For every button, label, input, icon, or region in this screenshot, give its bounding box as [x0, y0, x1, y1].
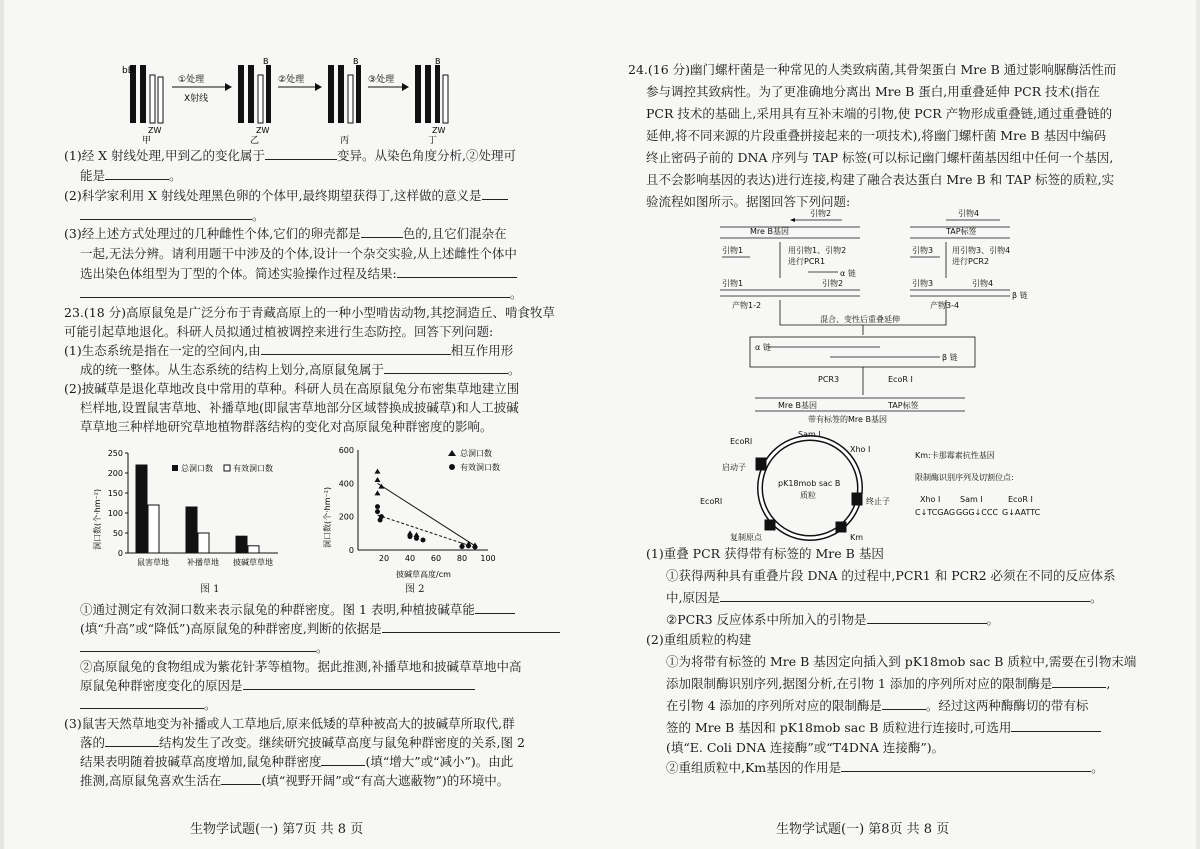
q22-1c: 能是 。	[80, 168, 182, 183]
chromosome-figure	[110, 55, 470, 145]
legend-valid: 有效洞口数	[233, 464, 273, 473]
ori-segment	[765, 520, 775, 530]
fig1-ytick-label: 150	[107, 489, 123, 498]
site-ecori-left: EcoRⅠ	[700, 497, 723, 506]
terminator-segment	[852, 493, 862, 505]
site-sam: Sam Ⅰ	[798, 430, 821, 439]
fig2-xtick-label: 40	[404, 554, 416, 563]
label-jia: 甲	[142, 136, 152, 145]
label-ori: 复制原点	[730, 533, 762, 542]
promoter-segment	[756, 458, 766, 470]
q23-3f: 推测,高原鼠兔喜欢生活在 (填“视野开阔”或“有高大遮蔽物”)的环境中。	[80, 773, 510, 788]
fig2-point-total	[375, 490, 381, 495]
km-segment	[836, 522, 846, 532]
arrow3-label: ③处理	[368, 75, 395, 85]
legend-total-swatch	[172, 465, 178, 471]
q23-1: (1)生态系统是指在一定的空间内,由 相互作用形	[64, 343, 514, 358]
arrow2-label: ②处理	[278, 75, 305, 85]
flow-mreb2: Mre B基因	[778, 401, 817, 410]
label-ZW-jia: ZW	[148, 126, 162, 135]
fig1-category-label: 披碱草草地	[233, 558, 273, 567]
flow-pcr2-a: 用引物3、引物4	[952, 246, 1011, 255]
flow-tap: TAP标签	[946, 227, 977, 236]
fig2-xtick-label: 80	[456, 554, 468, 563]
fig2-ytick-label: 600	[338, 446, 354, 455]
fig1-bar-total	[136, 465, 147, 553]
q23-head: 23.(18 分)高原鼠兔是广泛分布于青藏高原上的一种小型啃齿动物,其挖洞造丘、啃食牧草	[64, 305, 555, 320]
flow-prod34: 产物3-4	[930, 301, 960, 310]
q24-2-1b: 添加限制酶识别序列,据图分析,在引物 1 添加的序列所对应的限制酶是 ,	[666, 676, 1111, 691]
flow-primer2: 引物2	[810, 209, 832, 218]
q22-3-blank: 。	[80, 284, 523, 304]
fig2-ylabel: 洞口数(个·hm⁻²)	[323, 486, 332, 548]
q23-2-1-blank: 。	[80, 638, 329, 658]
q24-2-1f: (填“E. Coli DNA 连接酶”或“T4DNA 连接酶”)。	[666, 740, 945, 755]
fig1-bar-total	[236, 536, 247, 553]
label-bing: 丙	[340, 136, 350, 145]
label-ZW-yi: ZW	[256, 126, 270, 135]
overlap-pcr-flow-diagram	[710, 200, 1060, 425]
label-ding: 丁	[428, 136, 438, 145]
plasmid-name: pK18mob sac B	[778, 479, 841, 488]
legend2-total: 总洞口数	[460, 449, 492, 458]
flow-pcr1-a: 用引物1、引物2	[788, 246, 847, 255]
chromosome-bing	[328, 65, 361, 123]
q22-3c: 一起,无法分辨。请利用题干中涉及的个体,设计一个杂交实验,从上述雌性个体中	[80, 246, 517, 261]
fig2-legend	[448, 448, 500, 472]
enzyme-sam: Sam Ⅰ	[960, 495, 983, 504]
q22-2-blank: 。	[80, 206, 265, 226]
label-yi: 乙	[250, 136, 260, 145]
q24-line2: 参与调控其致病性。为了更准确地分离出 Mre B 蛋白,用重叠延伸 PCR 技术(指在	[646, 84, 1100, 99]
fig1-category-label: 补播草地	[187, 558, 219, 567]
chromosome-yi	[238, 65, 271, 123]
q24-line5: 终止密码子前的 DNA 序列与 TAP 标签(可以标记幽门螺杆菌基因组中任何一个基因,	[646, 150, 1114, 165]
right-page	[600, 0, 1200, 849]
left-footer: 生物学试题(一) 第7页 共 8 页	[190, 822, 364, 837]
label-promoter: 启动子	[722, 463, 746, 472]
legend-sites: 限制酶识别序列及切割位点:	[915, 473, 1014, 482]
q23-2-1a: ①通过测定有效洞口数来表示鼠兔的种群密度。图 1 表明,种植披碱草能	[80, 600, 515, 620]
q23-1c: 成的统一整体。从生态系统的结构上划分,高原鼠兔属于 。	[80, 362, 521, 377]
q23-3d: 结果表明随着披碱草高度增加,鼠兔种群密度 (填“增大”或“减小”)。由此	[80, 754, 514, 769]
arrow1-label: ①处理	[178, 75, 205, 85]
flow-primer1-b: 引物1	[722, 279, 744, 288]
chromosome-ding	[415, 65, 448, 123]
fig1-ylabel: 洞口数(个·hm⁻²)	[93, 488, 102, 550]
fig2-ytick-label: 200	[338, 512, 354, 522]
legend-valid-dot	[449, 464, 455, 470]
fig1-ytick-label: 50	[112, 529, 123, 538]
flow-mreb: Mre B基因	[750, 227, 789, 236]
fig1-ytick-label: 0	[117, 549, 123, 558]
legend-total: 总洞口数	[181, 464, 213, 473]
label-terminator: 终止子	[866, 497, 890, 506]
site-ecori-top: EcoRⅠ	[730, 437, 753, 446]
q24-2: (2)重组质粒的构建	[646, 632, 752, 647]
flow-ecori: EcoR Ⅰ	[888, 375, 913, 384]
fig1-caption: 图 1	[200, 584, 220, 595]
flow-beta: β 链	[1012, 291, 1028, 300]
q23-3b: 落的 结构发生了改变。继续研究披碱草高度与鼠兔种群密度的关系,图 2	[80, 735, 525, 750]
label-B-yi: B	[263, 57, 269, 66]
q24-2-2: ②重组质粒中,Km基因的作用是 。	[666, 760, 1104, 775]
q24-2-1e: 签的 Mre B 基因和 pK18mob sac B 质粒进行连接时,可选用	[666, 718, 1101, 738]
label-B-ding: B	[435, 57, 441, 66]
fig1-ytick-label: 250	[107, 449, 123, 458]
legend-valid-swatch	[224, 465, 230, 471]
q24-line6: 且不会影响基因的表达)进行连接,构建了融合表达蛋白 Mre B 和 TAP 标签的质粒,实	[646, 172, 1115, 187]
fig2-point-valid	[408, 534, 413, 539]
q24-line4: 延伸,将不同来源的片段重叠拼接起来的一项技术),将幽门螺杆菌 Mre B 基因中编码	[646, 128, 1107, 143]
chromosome-jia	[130, 65, 163, 123]
q24-1-2: ②PCR3 反应体系中所加入的引物是 。	[666, 612, 1000, 627]
fig2-xtick-label: 20	[378, 554, 390, 563]
flow-tagged: 带有标签的Mre B基因	[808, 415, 887, 424]
legend-km: Km:卡那霉素抗性基因	[915, 451, 995, 460]
fig2-caption: 图 2	[405, 584, 425, 595]
q22-2: (2)科学家利用 X 射线处理黑色卵的个体甲,最终期望获得丁,这样做的意义是	[64, 186, 508, 206]
flow-pcr3: PCR3	[818, 375, 840, 384]
flow-primer4: 引物4	[958, 209, 980, 218]
fig1-bar-valid	[198, 533, 209, 553]
flow-beta-2: β 链	[942, 353, 958, 362]
q22-3: (3)经上述方式处理过的几种雌性个体,它们的卵壳都是 色的,且它们混杂在	[64, 226, 507, 241]
q24-line7: 验流程如图所示。据图回答下列问题:	[646, 194, 851, 209]
seq-ecori: G↓AATTC	[1002, 508, 1041, 517]
fig2-ytick-label: 400	[338, 479, 354, 489]
q23-2a: (2)披碱草是退化草地改良中常用的草种。科研人员在高原鼠兔分布密集草地建立围	[64, 381, 520, 396]
enzyme-xho: Xho Ⅰ	[920, 495, 941, 504]
label-km: Km	[850, 533, 864, 542]
figure2-scatter-chart	[318, 440, 518, 580]
flow-prod12: 产物1-2	[732, 301, 762, 310]
plasmid-diagram	[700, 428, 1130, 543]
fig2-point-total	[375, 469, 381, 474]
q23-2-1b: (填“升高”或“降低”)高原鼠兔的种群密度,判断的依据是	[80, 619, 560, 639]
q24-2-1a: ①为将带有标签的 Mre B 基因定向插入到 pK18mob sac B 质粒中,需要在引物末端	[666, 654, 1137, 669]
fig2-point-valid	[378, 518, 383, 523]
fig2-point-valid	[421, 538, 426, 543]
q23-2-2b: 原鼠兔种群密度变化的原因是	[80, 676, 475, 696]
flow-primer2-b: 引物2	[822, 279, 844, 288]
right-footer: 生物学试题(一) 第8页 共 8 页	[776, 822, 950, 837]
flow-pcr1-b: 进行PCR1	[788, 257, 826, 266]
fig1-legend	[172, 463, 273, 473]
flow-primer3-b: 引物3	[912, 279, 934, 288]
fig2-xtick-label: 60	[430, 554, 442, 563]
flow-alpha: α 链	[840, 269, 856, 278]
label-B-bing: B	[353, 57, 359, 66]
flow-alpha-2: α 链	[755, 343, 771, 352]
q24-line3: PCR 技术的基础上,采用具有互补末端的引物,使 PCR 产物形成重叠链,通过重叠链的	[646, 106, 1113, 121]
q23-line2: 可能引起草地退化。科研人员拟通过植被调控来进行生态防控。回答下列问题:	[64, 324, 494, 339]
q24-1-1b: 中,原因是 。	[666, 590, 1103, 605]
fig2-xtick-label: 100	[480, 554, 496, 563]
fig2-xlabel: 披碱草高度/cm	[396, 570, 451, 579]
fig1-bar-total	[186, 507, 197, 553]
q23-2c: 草草地三种样地研究草地植物群落结构的变化对高原鼠兔种群密度的影响。	[80, 419, 493, 434]
flow-tap2: TAP标签	[888, 401, 919, 410]
q23-2-2-blank: 。	[80, 695, 217, 715]
fig1-bar-valid	[248, 546, 259, 553]
legend-total-triangle	[448, 450, 456, 456]
seq-xho: C↓TCGAG	[915, 508, 956, 517]
label-ZW-ding: ZW	[432, 126, 446, 135]
fig2-point-valid	[375, 504, 380, 509]
q24-1-1a: ①获得两种具有重叠片段 DNA 的过程中,PCR1 和 PCR2 必须在不同的反应体系	[666, 568, 1116, 583]
fig1-ytick-label: 100	[107, 509, 123, 518]
fig2-trend-total	[378, 483, 476, 545]
q23-3a: (3)鼠害天然草地变为补播或人工草地后,原来低矮的草种被高大的披碱草所取代,群	[64, 716, 515, 731]
fig1-category-label: 鼠害草地	[137, 558, 169, 567]
enzyme-ecori: EcoR Ⅰ	[1008, 495, 1033, 504]
fig1-bar-valid	[148, 505, 159, 553]
fig2-point-valid	[414, 536, 419, 541]
q23-2b: 栏样地,设置鼠害草地、补播草地(即鼠害草地部分区域替换成披碱草)和人工披碱	[80, 400, 519, 415]
q22-1: (1)经 X 射线处理,甲到乙的变化属于 变异。从染色角度分析,②处理可	[64, 148, 517, 163]
plasmid-name2: 质粒	[800, 491, 816, 500]
q24-line1: 24.(16 分)幽门螺杆菌是一种常见的人类致病菌,其骨架蛋白 Mre B 通过影响脲酶活性而	[628, 62, 1117, 77]
fig2-ytick-label: 0	[348, 546, 354, 555]
q23-2-2a: ②高原鼠兔的食物组成为紫花针茅等植物。据此推测,补播草地和披碱草草地中高	[80, 659, 522, 674]
arrow1-sub: X射线	[184, 94, 209, 104]
legend2-valid: 有效洞口数	[460, 463, 500, 472]
label-B-jia: bB	[122, 66, 134, 76]
fig2-trend-valid	[378, 515, 476, 548]
flow-primer4-b: 引物4	[972, 279, 994, 288]
flow-primer3: 引物3	[912, 246, 934, 255]
q22-3d: 选出染色体组型为丁型的个体。简述实验操作过程及结果:	[80, 264, 517, 284]
flow-primer1: 引物1	[722, 246, 744, 255]
fig2-point-total	[375, 477, 381, 482]
flow-mix: 混合、变性后重叠延伸	[820, 315, 900, 324]
fig2-point-valid	[375, 509, 380, 514]
site-xho: Xho Ⅰ	[850, 445, 871, 454]
flow-pcr2-b: 进行PCR2	[952, 257, 990, 266]
figure1-bar-chart	[88, 445, 288, 580]
q24-1: (1)重叠 PCR 获得带有标签的 Mre B 基因	[646, 546, 884, 561]
fig2-point-valid	[460, 544, 465, 549]
seq-sam: GGG↓CCC	[956, 508, 999, 517]
fig1-ytick-label: 200	[107, 469, 123, 478]
q24-2-1c: 在引物 4 添加的序列所对应的限制酶是 。经过这两种酶酶切的带有标	[666, 698, 1089, 713]
